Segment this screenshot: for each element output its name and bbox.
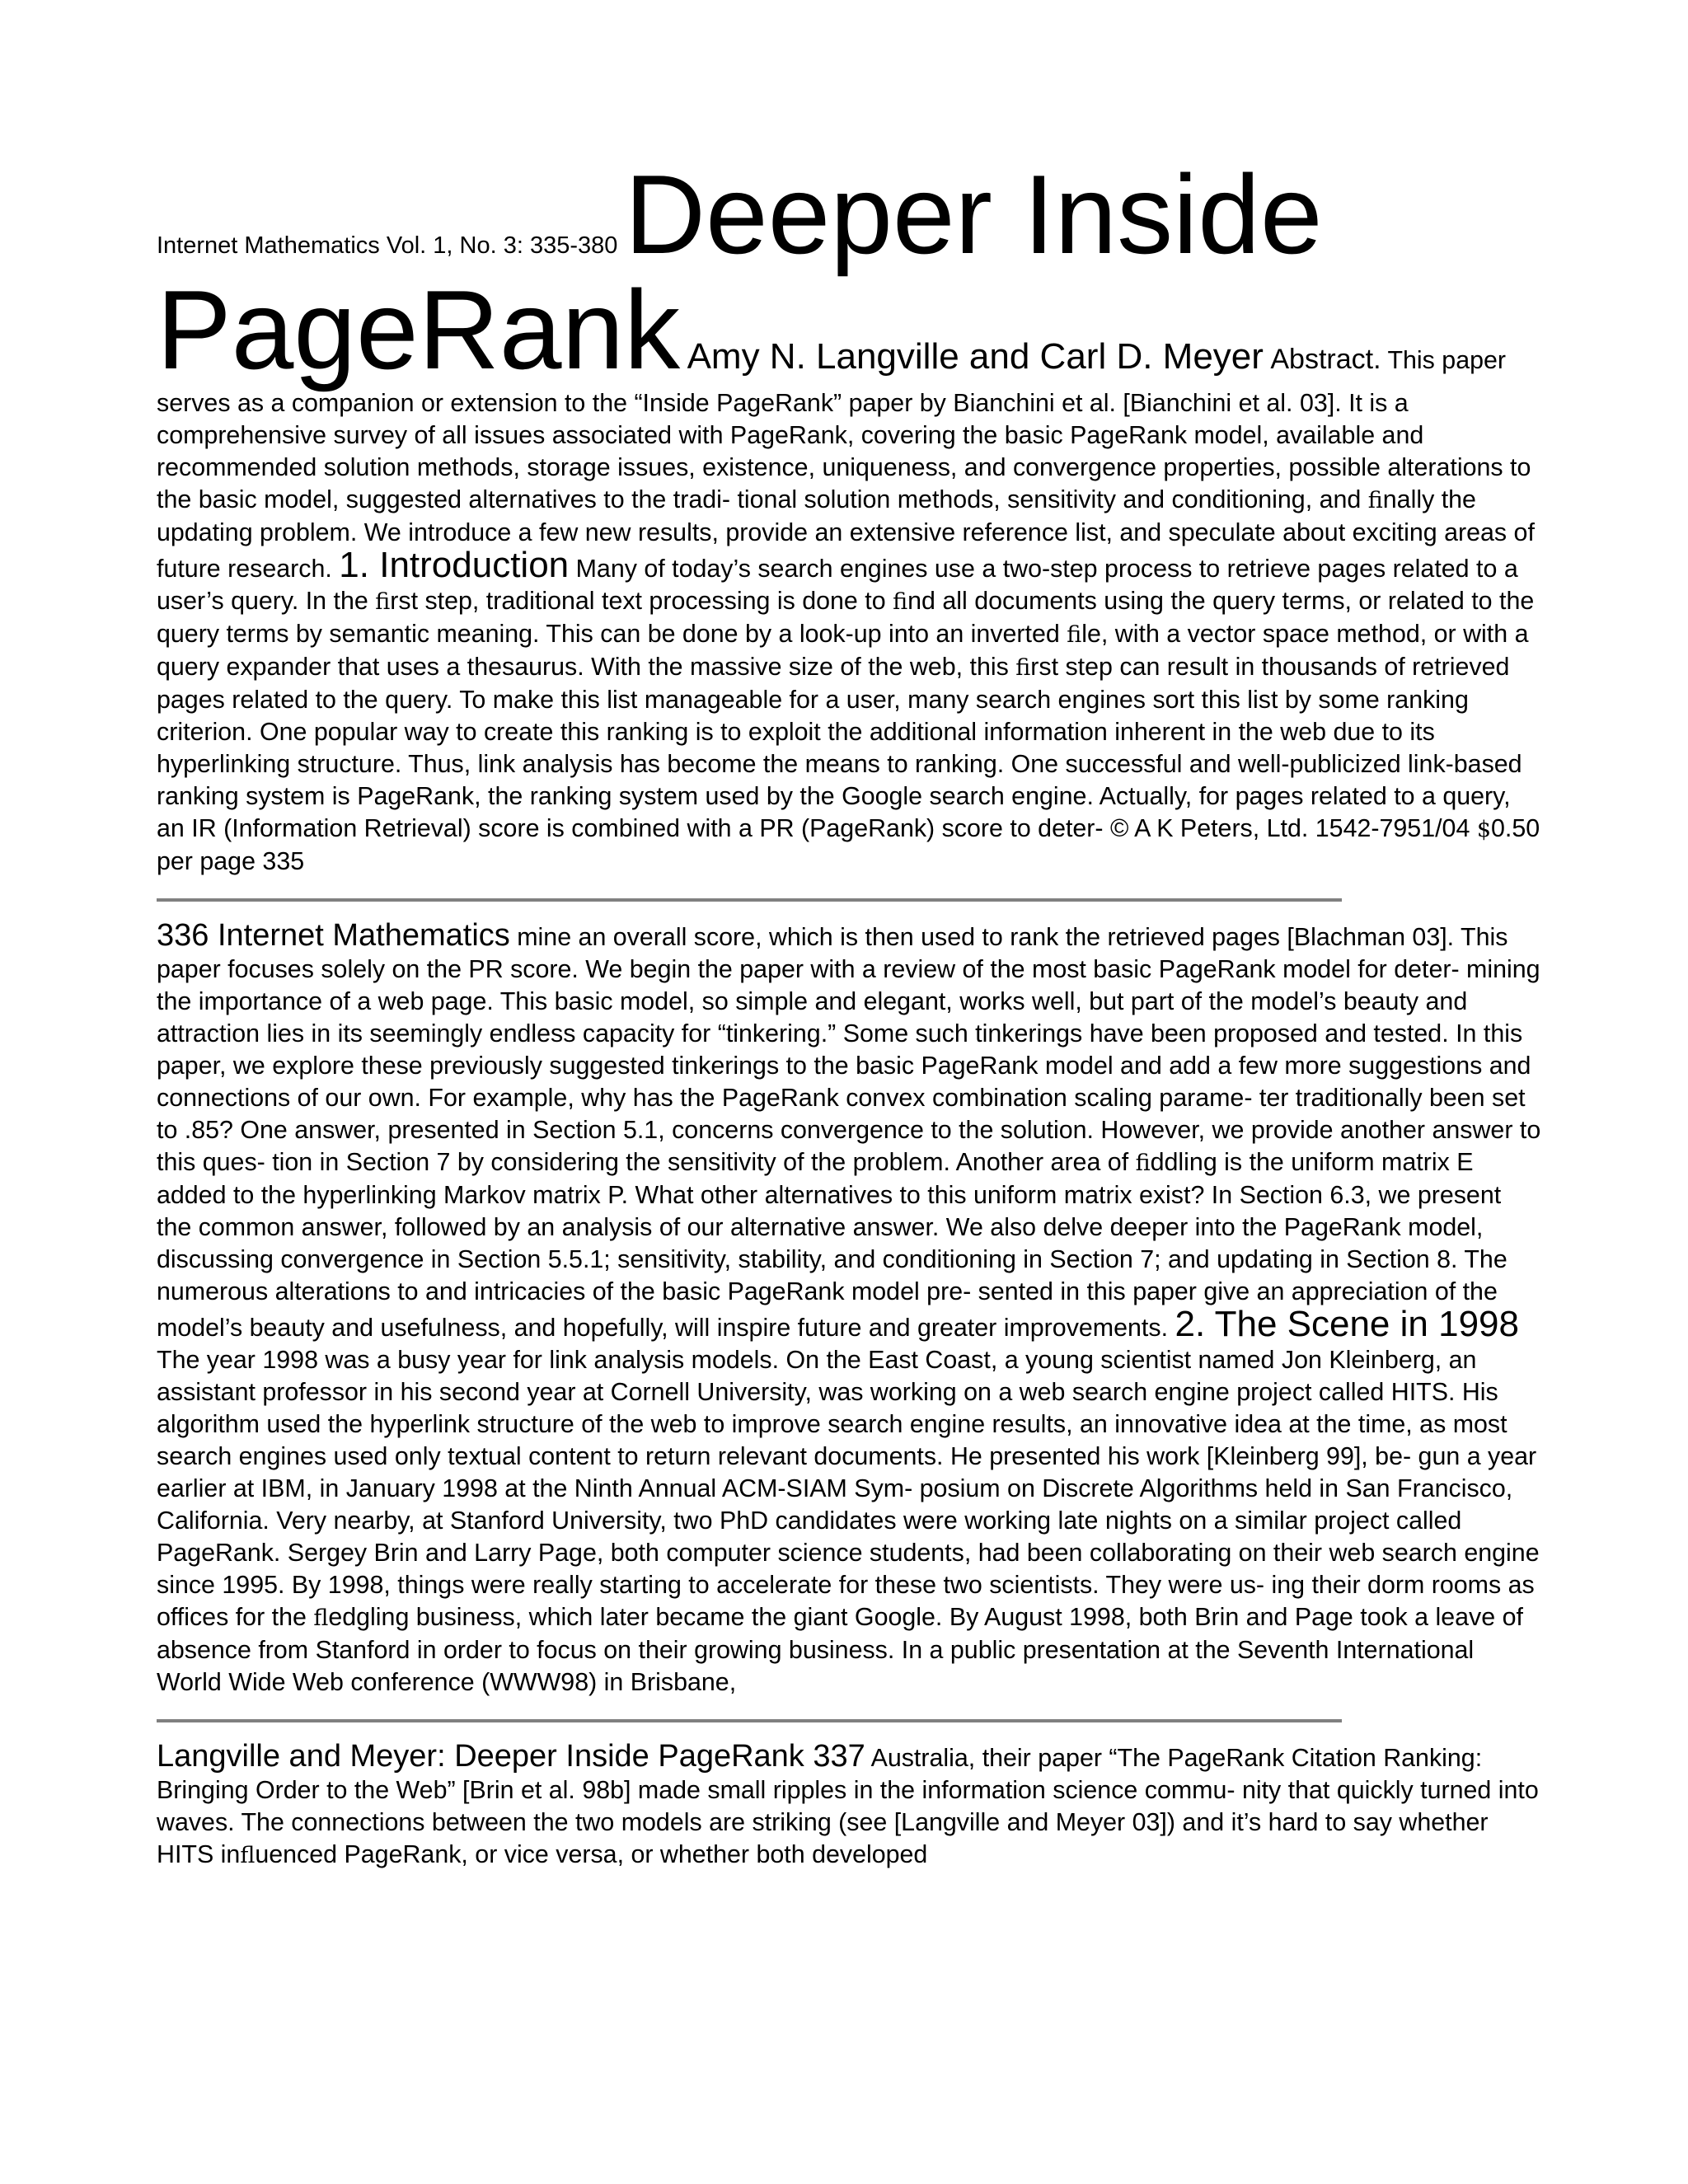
page-divider (157, 898, 1342, 902)
dollar-sign: $ (1476, 817, 1492, 842)
ligature: fi (893, 589, 908, 615)
body-text: Australia, their paper “The PageRank Citation Ranking: Bringing Order to the Web” [Brin et al. 98b] made small ripples in the information science commu- nity that quickly turned into waves. The connections between the two models are striking (see [Langville and Meyer 03]) and it’s hard to say whether HITS in (157, 1744, 1539, 1868)
intro-text: rst step can result in thousands of retrieved pages related to the query. To make this list manageable for a user, many search engines sort this list by some ranking criterion. One popular way to create this ranking is to exploit the additional information inherent in the web due to its hyperlinking structure. Thus, link analysis has become the means to ranking. One successful and well-publicized link-based ranking system is PageRank, the ranking system used by the Google search engine. Actually, for pages related to a query, an IR (Information Retrieval) score is combined with a PR (PageRank) score to deter- (157, 653, 1522, 842)
ligature: fi (1067, 622, 1082, 648)
intro-text: Many of today’s search engines use a two-step process to retrieve pages related to a user’s query. In the (157, 555, 1518, 615)
ligature: fi (1015, 655, 1031, 681)
copyright-footer: © A K Peters, Ltd. 1542-7951/04 (1110, 814, 1470, 842)
section-2-heading: 2. The Scene in 1998 (1175, 1304, 1519, 1344)
abstract-text: This paper serves as a companion or extension to the “Inside PageRank” paper by Bianchini et al. [Bianchini et al. 03]. It is a comprehensive survey of all issues associated with PageRank, covering the basic PageRank model, available and recommended solution methods, storage issues, existence, uniqueness, and convergence properties, possible alterations to the basic model, suggested alternatives to the tradi- tional solution methods, sensitivity and conditioning, and (157, 346, 1531, 513)
running-head: Langville and Meyer: Deeper Inside PageRank 337 (157, 1739, 865, 1774)
section-1-heading: 1. Introduction (339, 545, 570, 585)
ligature: fi (1367, 488, 1383, 513)
body-text: uenced PageRank, or vice versa, or whether both developed (255, 1840, 928, 1868)
intro-text: nd all documents using the query terms, or related to the query terms by semantic meaning. This can be done by a look-up into an inverted (157, 587, 1535, 648)
paper-title-line-1: Deeper Inside (624, 152, 1323, 277)
page-3 (157, 1741, 1541, 1872)
page-1 (157, 152, 1541, 878)
abstract-text-cont: nally the updating problem. We introduce a few new results, provide an extensive reference list, and speculate about exciting areas of future research. (157, 485, 1535, 583)
journal-header: Internet Mathematics Vol. 1, No. 3: 335-380 (157, 232, 618, 259)
page-divider (157, 1719, 1342, 1722)
intro-text: le, with a vector space method, or with a query expander that uses a thesaurus. With the massive size of the web, this (157, 620, 1529, 681)
paper-title-line-2: PageRank (157, 267, 681, 392)
running-head: 336 Internet Mathematics (157, 918, 510, 953)
body-text: ddling is the uniform matrix E added to the hyperlinking Markov matrix P. What other alternatives to this uniform matrix exist? In Section 6.3, we present the common answer, followed by an analysis of our alternative answer. We also delve deeper into the PageRank model, discussing convergence in Section 5.5.1; sensitivity, stability, and conditioning in Section 7; and updating in Section 8. The numerous alterations to and intricacies of the basic PageRank model pre- sented in this paper give an appreciation of the model’s beauty and usefulness, and hopefully, will inspire future and greater improvements. (157, 1148, 1507, 1342)
page-2 (157, 920, 1541, 1699)
price-footer: 0.50 per page 335 (157, 814, 1540, 875)
intro-text: rst step, traditional text processing is done to (390, 587, 893, 615)
text-column (157, 152, 1541, 1872)
scene-text: The year 1998 was a busy year for link analysis models. On the East Coast, a young scientist named Jon Kleinberg, an assistant professor in his second year at Cornell University, was working on a web search engine project called HITS. His algorithm used the hyperlink structure of the web to improve search engine results, an innovative idea at the time, as most search engines used only textual content to return relevant documents. He presented his work [Kleinberg 99], be- gun a year earlier at IBM, in January 1998 at the Ninth Annual ACM-SIAM Sym- posium on Discrete Algorithms held in San Francisco, California. Very nearby, at Stanford University, two PhD candidates were working late nights on a similar project called PageRank. Sergey Brin and Larry Page, both computer science students, had been collaborating on their web search engine since 1995. By 1998, things were really starting to accelerate for these two scientists. They were us- ing their dorm rooms as offices for the (157, 1346, 1540, 1631)
body-text: mine an overall score, which is then used to rank the retrieved pages [Blachman 03]. This paper focuses solely on the PR score. We begin the paper with a review of the most basic PageRank model for deter- mining the importance of a web page. This basic model, so simple and elegant, works well, but part of the model’s beauty and attraction lies in its seemingly endless capacity for “tinkering.” Some such tinkerings have been proposed and tested. In this paper, we explore these previously suggested tinkerings to the basic PageRank model and add a few more suggestions and connections of our own. For example, why has the PageRank convex combination scaling parame- ter traditionally been set to .85? One answer, presented in Section 5.1, concerns convergence to the solution. However, we provide another answer to this ques- tion in Section 7 by considering the sensitivity of the problem. Another area of (157, 923, 1541, 1176)
ligature: fl (313, 1605, 329, 1631)
ligature: fi (1135, 1151, 1151, 1176)
scene-text: edgling business, which later became the giant Google. By August 1998, both Brin and Page took a leave of absence from Stanford in order to focus on their growing business. In a public presentation at the Seventh International World Wide Web conference (WWW98) in Brisbane, (157, 1603, 1523, 1696)
authors: Amy N. Langville and Carl D. Meyer (687, 336, 1264, 377)
ligature: fl (240, 1843, 256, 1868)
ligature: fi (375, 589, 391, 615)
abstract-label: Abstract. (1270, 344, 1381, 375)
